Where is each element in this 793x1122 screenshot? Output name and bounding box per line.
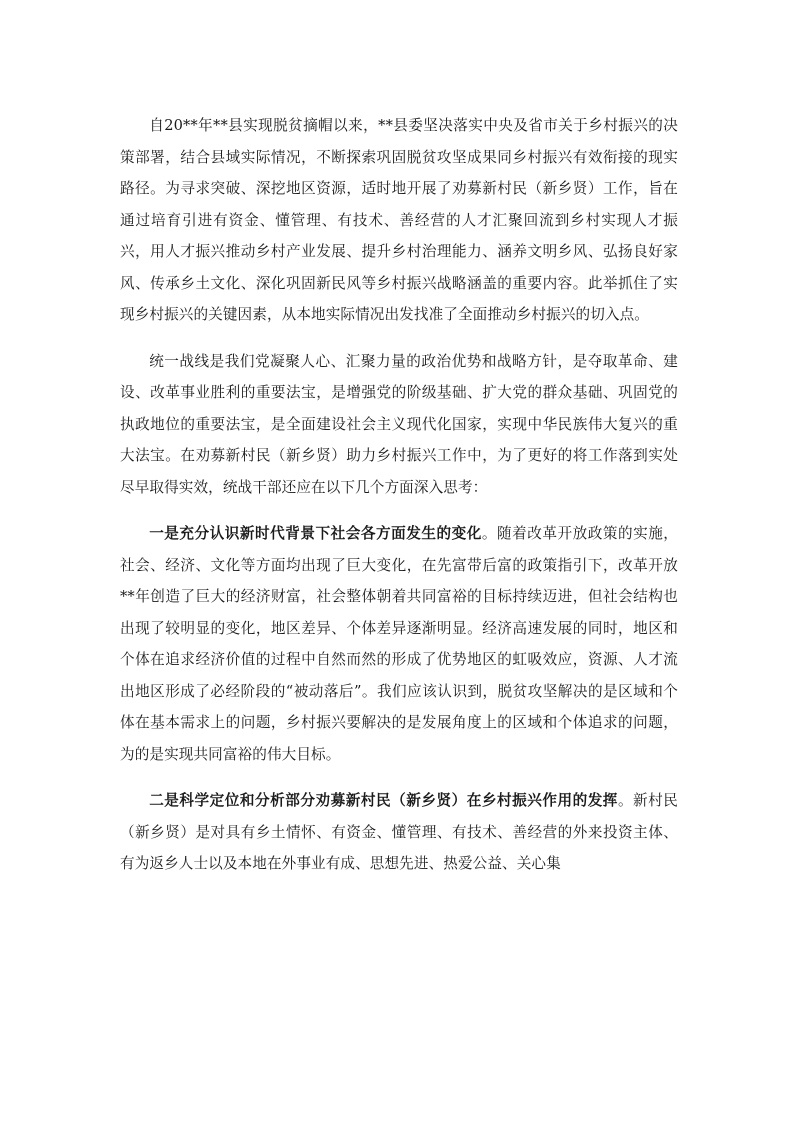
point-two-text: 。新村民（新乡贤）是对具有乡土情怀、有资金、懂管理、有技术、善经营的外来投资主体、有为返乡人士以及本地在外事业有成、思想先进、热爱公益、关心集	[120, 792, 678, 872]
paragraph-united-front	[120, 346, 678, 504]
paragraph-intro-text: 自20**年**县实现脱贫摘帽以来，**县委坚决落实中央及省市关于乡村振兴的决策部署，结合县域实际情况，不断探索巩固脱贫攻坚成果同乡村振兴有效衔接的现实路径。为寻求突破、深挖地区资源，适时地开展了劝募新村民（新乡贤）工作，旨在通过培育引进有资金、懂管理、有技术、善经营的人才汇聚回流到乡村实现人才振兴，用人才振兴推动乡村产业发展、提升乡村治理能力、涵养文明乡风、弘扬良好家风、传承乡土文化、深化巩固新民风等乡村振兴战略涵盖的重要内容。此举抓住了实现乡村振兴的关键因素，从本地实际情况出发找准了全面推动乡村振兴的切入点。	[120, 117, 678, 323]
point-one-text: 。随着改革开放政策的实施，社会、经济、文化等方面均出现了巨大变化，在先富带后富的政策指引下，改革开放**年创造了巨大的经济财富，社会整体朝着共同富裕的目标持续迈进，但社会结构也出现了较明显的变化，地区差异、个体差异逐渐明显。经济高速发展的同时，地区和个体在追求经济价值的过程中自然而然的形成了优势地区的虹吸效应，资源、人才流出地区形成了必经阶段的“被动落后”。我们应该认识到，脱贫攻坚解决的是区域和个体在基本需求上的问题，乡村振兴要解决的是发展角度上的区域和个体追求的问题，为的是实现共同富裕的伟大目标。	[120, 525, 679, 763]
paragraph-intro	[120, 110, 678, 331]
point-one-heading: 一是充分认识新时代背景下社会各方面发生的变化	[149, 525, 482, 542]
document-body	[120, 110, 678, 880]
paragraph-point-two	[120, 785, 678, 880]
point-two-heading: 二是科学定位和分析部分劝募新村民（新乡贤）在乡村振兴作用的发挥	[149, 792, 618, 809]
paragraph-point-one	[120, 518, 678, 770]
paragraph-united-front-text: 统一战线是我们党凝聚人心、汇聚力量的政治优势和战略方针，是夺取革命、建设、改革事业胜利的重要法宝，是增强党的阶级基础、扩大党的群众基础、巩固党的执政地位的重要法宝，是全面建设社会主义现代化国家，实现中华民族伟大复兴的重大法宝。在劝募新村民（新乡贤）助力乡村振兴工作中，为了更好的将工作落到实处尽早取得实效，统战干部还应在以下几个方面深入思考：	[120, 352, 678, 496]
